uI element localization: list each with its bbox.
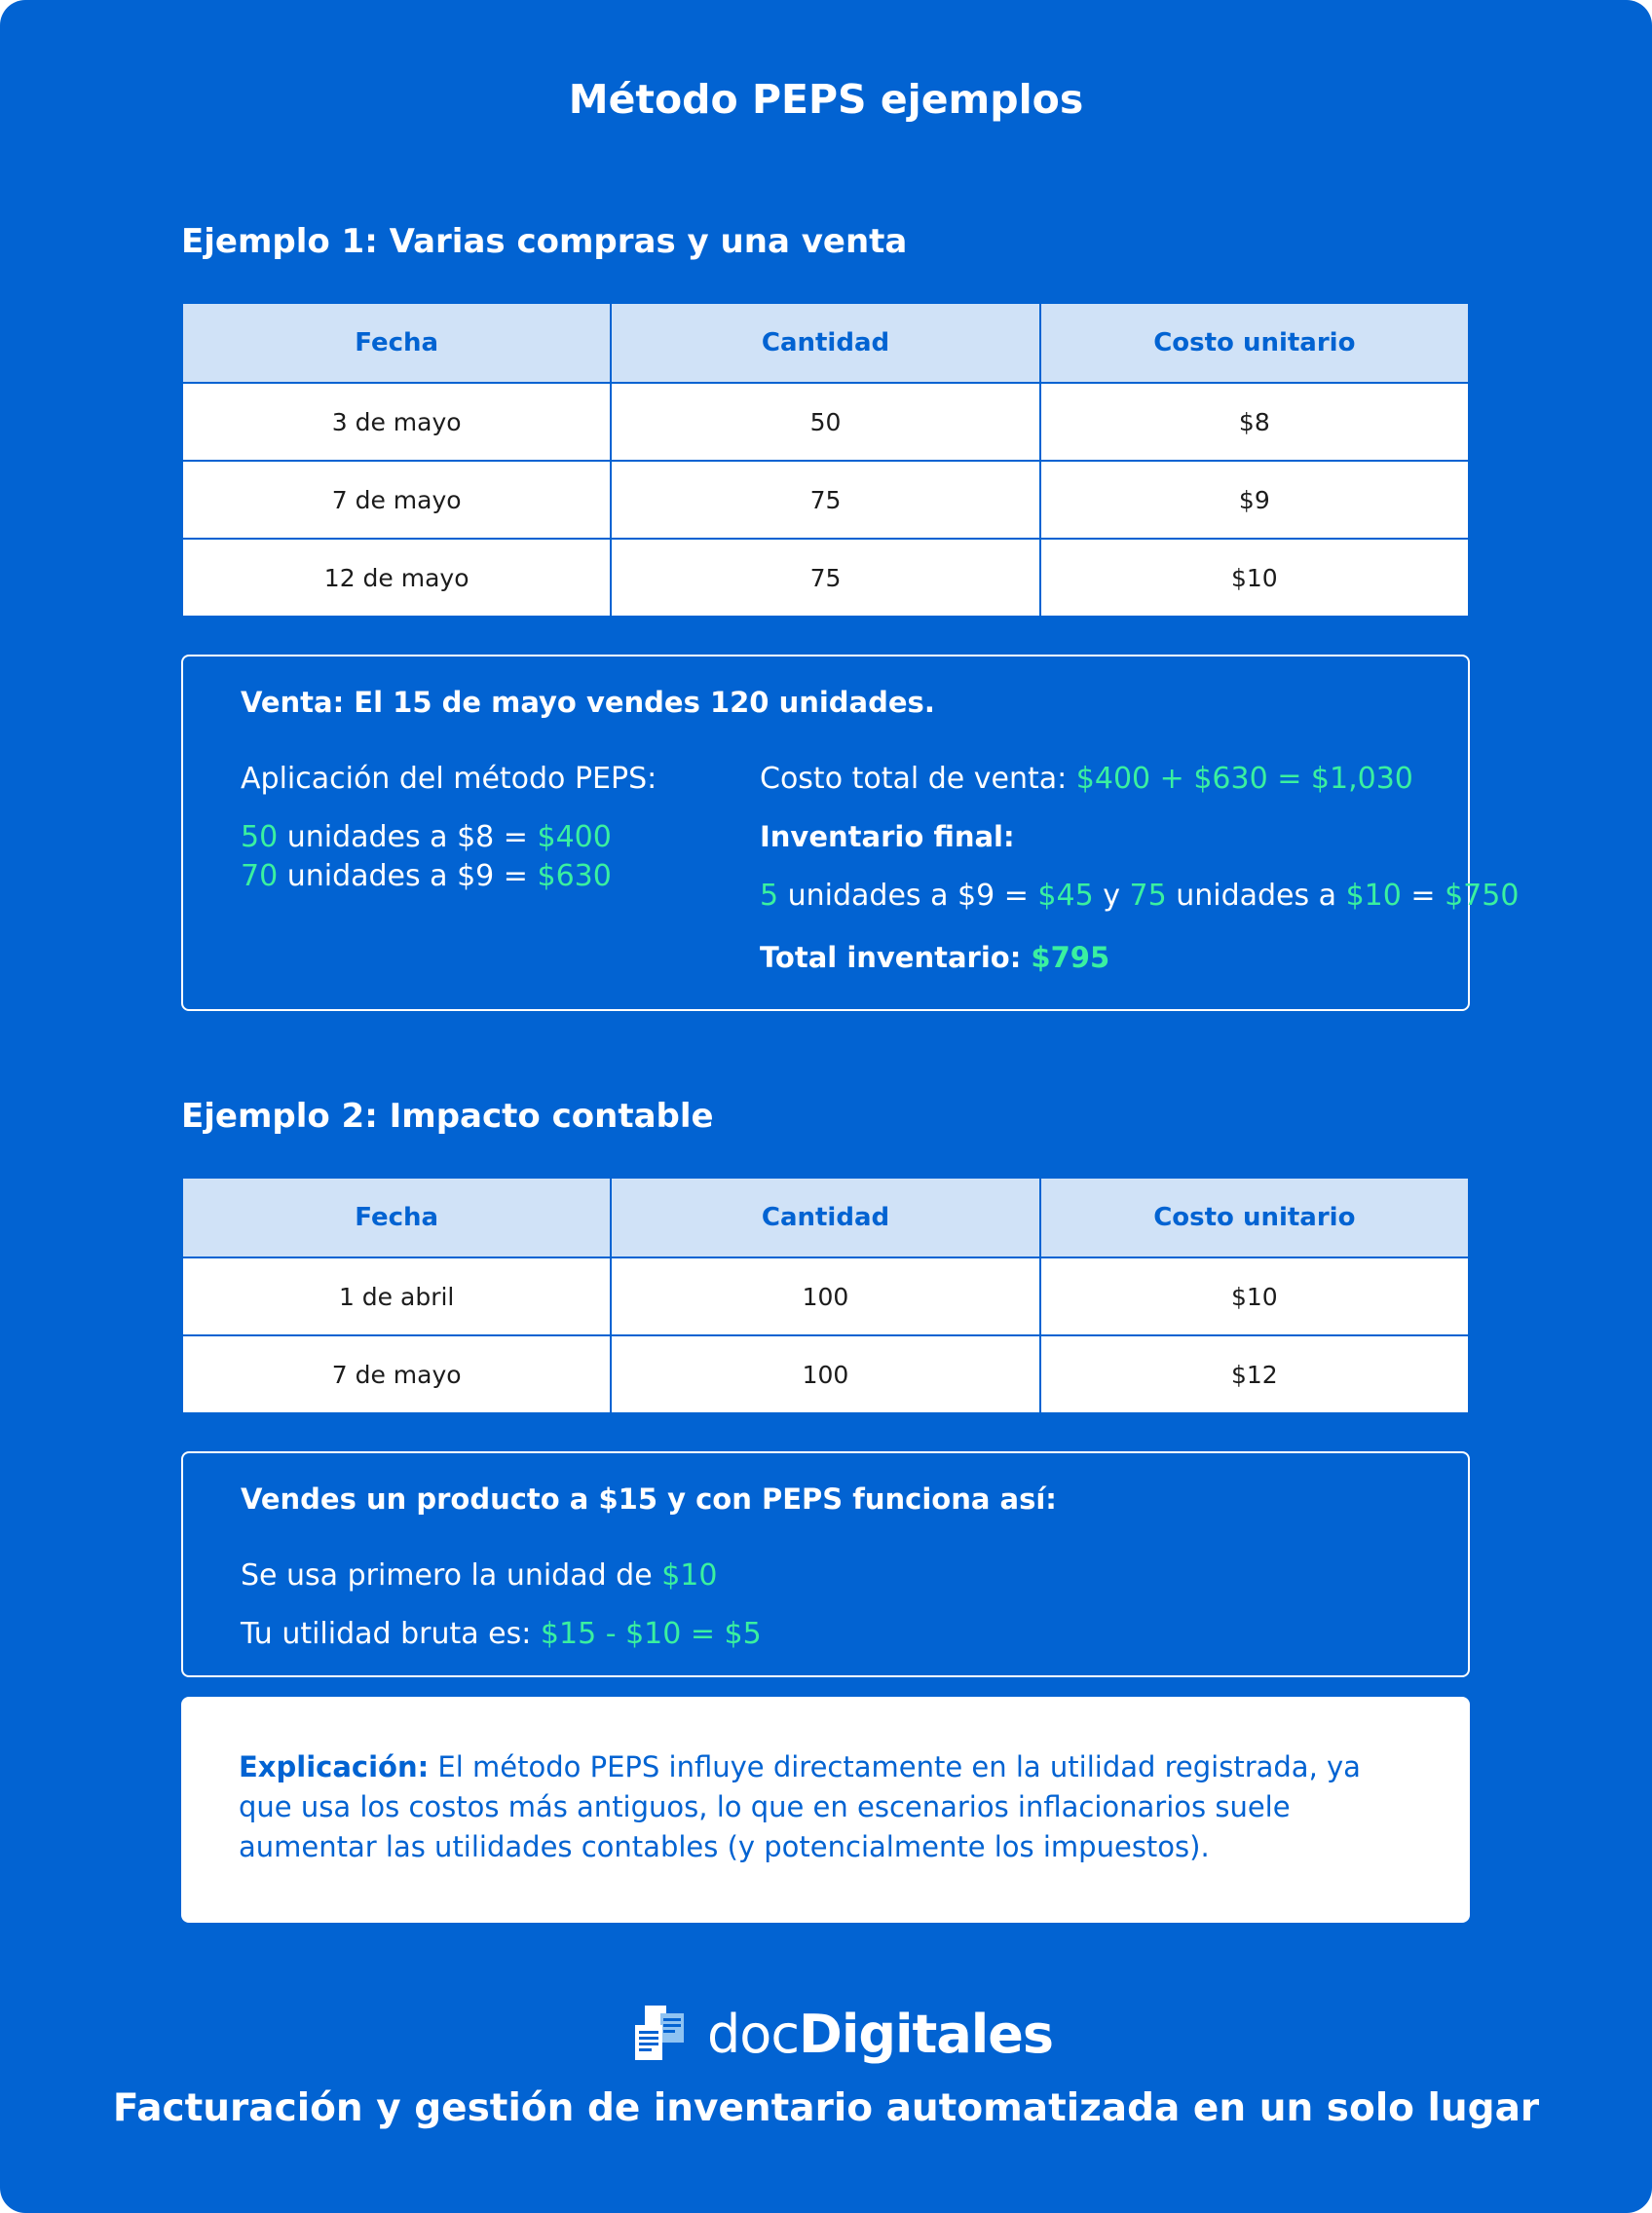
first-unit-line	[241, 1558, 717, 1593]
total-inventory-line	[760, 941, 1109, 974]
table-row	[182, 383, 1469, 461]
example1-title: Ejemplo 1: Varias compras y una venta	[181, 222, 908, 261]
cell-cantidad: 100	[611, 1335, 1039, 1413]
table-header-row	[182, 1178, 1469, 1257]
line-text: y	[1093, 879, 1130, 913]
sale-cost-value: $400 + $630 = $1,030	[1075, 762, 1413, 796]
explanation-label: Explicación:	[239, 1750, 430, 1783]
explanation-text: El método PEPS influye directamente en la utilidad registrada, ya que usa los costos más antiguos, lo que en escenarios inflacionarios suele aumentar las utilidades contables (y potencialmente los impuestos).	[239, 1750, 1361, 1863]
cell-fecha: 7 de mayo	[182, 1335, 611, 1413]
cell-fecha: 1 de abril	[182, 1257, 611, 1335]
qty-value: 50	[241, 820, 279, 854]
line-text: unidades a $8 =	[278, 820, 538, 854]
line-text: Se usa primero la unidad de	[241, 1558, 662, 1593]
page-title: Método PEPS ejemplos	[568, 76, 1084, 123]
tagline: Facturación y gestión de inventario automatizada en un solo lugar	[112, 2086, 1540, 2130]
table-row	[182, 539, 1469, 617]
sale-cost-label: Costo total de venta:	[760, 762, 1076, 796]
cell-fecha: 7 de mayo	[182, 461, 611, 539]
line-text: unidades a	[1166, 879, 1346, 913]
explanation-note	[181, 1697, 1470, 1923]
table-row	[182, 1335, 1469, 1413]
qty-value: 5	[760, 879, 779, 913]
line-text: unidades a $9 =	[778, 879, 1038, 913]
header-fecha: Fecha	[182, 1178, 611, 1257]
price-value: $10	[1345, 879, 1402, 913]
qty-value: 75	[1129, 879, 1167, 913]
sale-heading: Venta: El 15 de mayo vendes 120 unidades.	[241, 686, 935, 719]
method-line-1	[241, 820, 612, 854]
line-text: =	[1401, 879, 1446, 913]
line-text: unidades a $9 =	[278, 859, 538, 893]
brand-logo	[633, 1999, 1053, 2069]
final-inventory-line	[760, 879, 1519, 913]
header-costo: Costo unitario	[1040, 303, 1469, 383]
unit-cost-value: $10	[661, 1558, 718, 1593]
cell-fecha: 12 de mayo	[182, 539, 611, 617]
qty-value: 70	[241, 859, 279, 893]
method-line-2	[241, 859, 612, 893]
amount-value: $750	[1445, 879, 1520, 913]
cell-cantidad: 75	[611, 539, 1039, 617]
sale-cost-line	[760, 762, 1413, 796]
example2-title: Ejemplo 2: Impacto contable	[181, 1097, 714, 1136]
sale-heading: Vendes un producto a $15 y con PEPS funciona así:	[241, 1482, 1057, 1516]
documents-icon	[633, 2004, 694, 2064]
method-title: Aplicación del método PEPS:	[241, 762, 657, 796]
cell-fecha: 3 de mayo	[182, 383, 611, 461]
header-fecha: Fecha	[182, 303, 611, 383]
amount-value: $45	[1037, 879, 1094, 913]
cell-cantidad: 50	[611, 383, 1039, 461]
brand-prefix: doc	[707, 2003, 800, 2065]
final-inventory-label: Inventario final:	[760, 820, 1015, 853]
example1-sale-box	[181, 655, 1520, 1011]
table-row	[182, 461, 1469, 539]
example2-table	[181, 1177, 1470, 1414]
cell-costo: $12	[1040, 1335, 1469, 1413]
cell-costo: $8	[1040, 383, 1469, 461]
gross-profit-line	[241, 1617, 762, 1651]
cell-cantidad: 75	[611, 461, 1039, 539]
gross-profit-value: $15 - $10 = $5	[540, 1617, 762, 1651]
example2-sale-box	[181, 1451, 1470, 1677]
total-value: $630	[537, 859, 612, 893]
header-costo: Costo unitario	[1040, 1178, 1469, 1257]
header-cantidad: Cantidad	[611, 1178, 1039, 1257]
cell-costo: $10	[1040, 539, 1469, 617]
total-inventory-label: Total inventario:	[760, 941, 1032, 974]
cell-cantidad: 100	[611, 1257, 1039, 1335]
table-row	[182, 1257, 1469, 1335]
brand-name	[707, 2004, 1053, 2065]
header-cantidad: Cantidad	[611, 303, 1039, 383]
example1-table	[181, 302, 1470, 618]
cell-costo: $9	[1040, 461, 1469, 539]
table-header-row	[182, 303, 1469, 383]
total-inventory-value: $795	[1031, 941, 1110, 974]
total-value: $400	[537, 820, 612, 854]
line-text: Tu utilidad bruta es:	[241, 1617, 541, 1651]
cell-costo: $10	[1040, 1257, 1469, 1335]
brand-suffix: Digitales	[799, 2003, 1054, 2065]
